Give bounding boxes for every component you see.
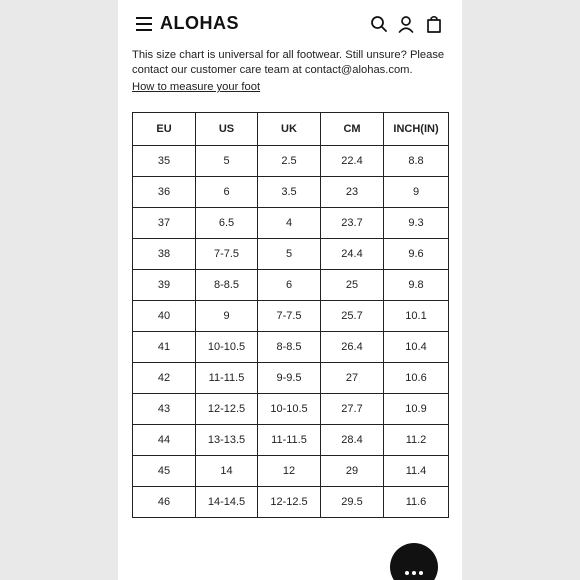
table-row (133, 239, 449, 270)
size-chart-table (132, 112, 449, 518)
table-row (133, 177, 449, 208)
column-header-us: US (196, 113, 258, 146)
table-cell: 6.5 (196, 208, 258, 239)
table-cell: 25 (321, 270, 384, 301)
table-cell: 10-10.5 (196, 332, 258, 363)
table-cell: 5 (258, 239, 321, 270)
size-chart-body (133, 146, 449, 518)
table-cell: 3.5 (258, 177, 321, 208)
table-row (133, 208, 449, 239)
table-cell: 13-13.5 (196, 425, 258, 456)
table-cell: 28.4 (321, 425, 384, 456)
table-cell: 10-10.5 (258, 394, 321, 425)
table-cell: 29 (321, 456, 384, 487)
column-header-uk: UK (258, 113, 321, 146)
table-cell: 9-9.5 (258, 363, 321, 394)
table-row (133, 332, 449, 363)
table-cell: 14-14.5 (196, 487, 258, 518)
table-cell: 7-7.5 (196, 239, 258, 270)
chat-bubble-icon (390, 562, 438, 580)
table-cell: 8.8 (384, 146, 449, 177)
table-cell: 43 (133, 394, 196, 425)
table-cell: 25.7 (321, 301, 384, 332)
table-cell: 12-12.5 (258, 487, 321, 518)
table-cell: 35 (133, 146, 196, 177)
search-icon[interactable] (369, 14, 389, 34)
table-row (133, 146, 449, 177)
shopping-bag-icon[interactable] (424, 14, 444, 34)
account-icon[interactable] (396, 14, 416, 34)
table-cell: 29.5 (321, 487, 384, 518)
size-chart-intro: This size chart is universal for all footwear. Still unsure? Please contact our customer care team at contact@alohas.com. (132, 49, 445, 76)
table-cell: 23 (321, 177, 384, 208)
table-cell: 5 (196, 146, 258, 177)
table-cell: 7-7.5 (258, 301, 321, 332)
table-row (133, 301, 449, 332)
table-cell: 9.8 (384, 270, 449, 301)
table-cell: 6 (196, 177, 258, 208)
table-row (133, 363, 449, 394)
brand-logo[interactable]: ALOHAS (160, 13, 239, 33)
table-cell: 9 (384, 177, 449, 208)
table-row (133, 456, 449, 487)
column-header-cm: CM (321, 113, 384, 146)
measure-foot-link[interactable]: How to measure your foot (132, 81, 261, 93)
table-cell: 27 (321, 363, 384, 394)
table-cell: 11-11.5 (196, 363, 258, 394)
table-cell: 11-11.5 (258, 425, 321, 456)
table-row (133, 425, 449, 456)
site-header (118, 0, 462, 48)
table-cell: 41 (133, 332, 196, 363)
table-cell: 11.6 (384, 487, 449, 518)
table-cell: 4 (258, 208, 321, 239)
table-cell: 10.4 (384, 332, 449, 363)
table-cell: 45 (133, 456, 196, 487)
table-cell: 10.1 (384, 301, 449, 332)
table-cell: 37 (133, 208, 196, 239)
table-cell: 11.4 (384, 456, 449, 487)
table-header-row (133, 113, 449, 146)
table-cell: 10.6 (384, 363, 449, 394)
column-header-eu: EU (133, 113, 196, 146)
table-cell: 42 (133, 363, 196, 394)
chat-button[interactable] (390, 543, 438, 580)
table-cell: 14 (196, 456, 258, 487)
page-container (118, 0, 462, 580)
table-cell: 12 (258, 456, 321, 487)
column-header-inch: INCH(IN) (384, 113, 449, 146)
table-cell: 9.3 (384, 208, 449, 239)
table-cell: 40 (133, 301, 196, 332)
table-cell: 24.4 (321, 239, 384, 270)
table-cell: 9.6 (384, 239, 449, 270)
table-cell: 8-8.5 (196, 270, 258, 301)
table-row (133, 487, 449, 518)
table-cell: 39 (133, 270, 196, 301)
table-row (133, 270, 449, 301)
table-cell: 6 (258, 270, 321, 301)
hamburger-menu-icon[interactable] (136, 16, 154, 32)
table-cell: 27.7 (321, 394, 384, 425)
table-cell: 8-8.5 (258, 332, 321, 363)
table-cell: 23.7 (321, 208, 384, 239)
table-cell: 11.2 (384, 425, 449, 456)
table-cell: 44 (133, 425, 196, 456)
table-row (133, 394, 449, 425)
table-cell: 10.9 (384, 394, 449, 425)
table-cell: 2.5 (258, 146, 321, 177)
table-cell: 26.4 (321, 332, 384, 363)
table-cell: 22.4 (321, 146, 384, 177)
table-cell: 36 (133, 177, 196, 208)
table-cell: 38 (133, 239, 196, 270)
table-cell: 12-12.5 (196, 394, 258, 425)
table-cell: 9 (196, 301, 258, 332)
table-cell: 46 (133, 487, 196, 518)
